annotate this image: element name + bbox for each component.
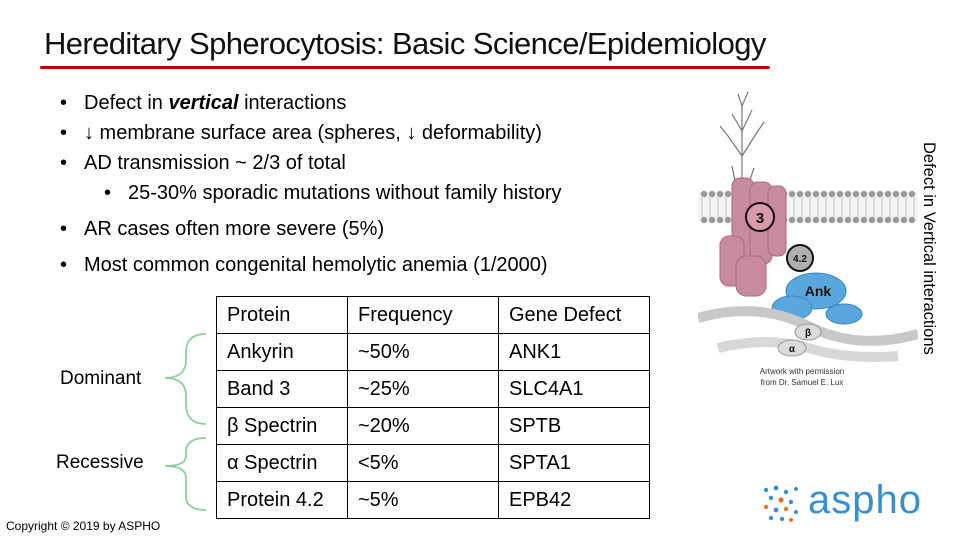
bullet-most-common: • Most common congenital hemolytic anemia (1/2000) [58, 250, 562, 280]
table-row [217, 445, 650, 482]
table-row [217, 408, 650, 445]
table-row [217, 334, 650, 371]
artwork-credit [742, 367, 862, 389]
copyright: Copyright © 2019 by ASPHO [6, 519, 161, 533]
table-row [217, 482, 650, 519]
page-title: Hereditary Spherocytosis: Basic Science/Epidemiology [44, 26, 766, 61]
recessive-bracket [165, 438, 206, 510]
cell-gene: SPTA1 [499, 445, 650, 482]
bullet-surface-area: • ↓ membrane surface area (spheres, ↓ deformability) [58, 118, 562, 148]
band3-label: 3 [755, 210, 765, 227]
bullet-emphasis: vertical [168, 92, 239, 114]
cell-frequency: <5% [348, 445, 499, 482]
beta-label: β [804, 328, 812, 339]
header-protein: Protein [217, 297, 348, 334]
p42-label: 4.2 [793, 254, 807, 265]
cell-gene: SPTB [499, 408, 650, 445]
dominant-label: Dominant [60, 368, 142, 389]
dominant-bracket [165, 334, 206, 424]
bullet-ar-cases: • AR cases often more severe (5%) [58, 214, 562, 244]
side-caption-text: Defect in Vertical interactions [920, 142, 938, 355]
glycan-icon [720, 92, 764, 186]
bullet-ad-transmission: • AD transmission ~ 2/3 of total [58, 148, 562, 178]
bullet-text: Defect in [84, 92, 169, 114]
protein-table [216, 296, 650, 519]
cell-gene: EPB42 [499, 482, 650, 519]
table-header-row [217, 297, 650, 334]
table-row [217, 371, 650, 408]
cell-frequency: ~5% [348, 482, 499, 519]
cell-gene: ANK1 [499, 334, 650, 371]
cell-protein: Ankyrin [217, 334, 348, 371]
credit-line-2: from Dr. Samuel E. Lux [760, 377, 844, 387]
cell-protein: Protein 4.2 [217, 482, 348, 519]
cell-frequency: ~20% [348, 408, 499, 445]
header-gene-defect: Gene Defect [499, 297, 650, 334]
cell-frequency: ~25% [348, 371, 499, 408]
cell-frequency: ~50% [348, 334, 499, 371]
credit-line-1: Artwork with permission [759, 367, 845, 376]
alpha-label: α [788, 344, 796, 355]
cell-protein: Band 3 [217, 371, 348, 408]
cell-protein: α Spectrin [217, 445, 348, 482]
ank-label: Ank [804, 283, 832, 299]
recessive-label: Recessive [56, 452, 144, 473]
cell-gene: SLC4A1 [499, 371, 650, 408]
bullet-sporadic: • 25-30% sporadic mutations without family history [58, 178, 562, 208]
header-frequency: Frequency [348, 297, 499, 334]
side-caption [917, 142, 941, 386]
aspho-logo-icon [760, 482, 810, 526]
lipid-bilayer-icon [698, 191, 918, 223]
membrane-diagram [698, 86, 918, 366]
cell-protein: β Spectrin [217, 408, 348, 445]
aspho-logo-text: aspho [808, 478, 922, 522]
bullet-text: interactions [238, 92, 347, 114]
